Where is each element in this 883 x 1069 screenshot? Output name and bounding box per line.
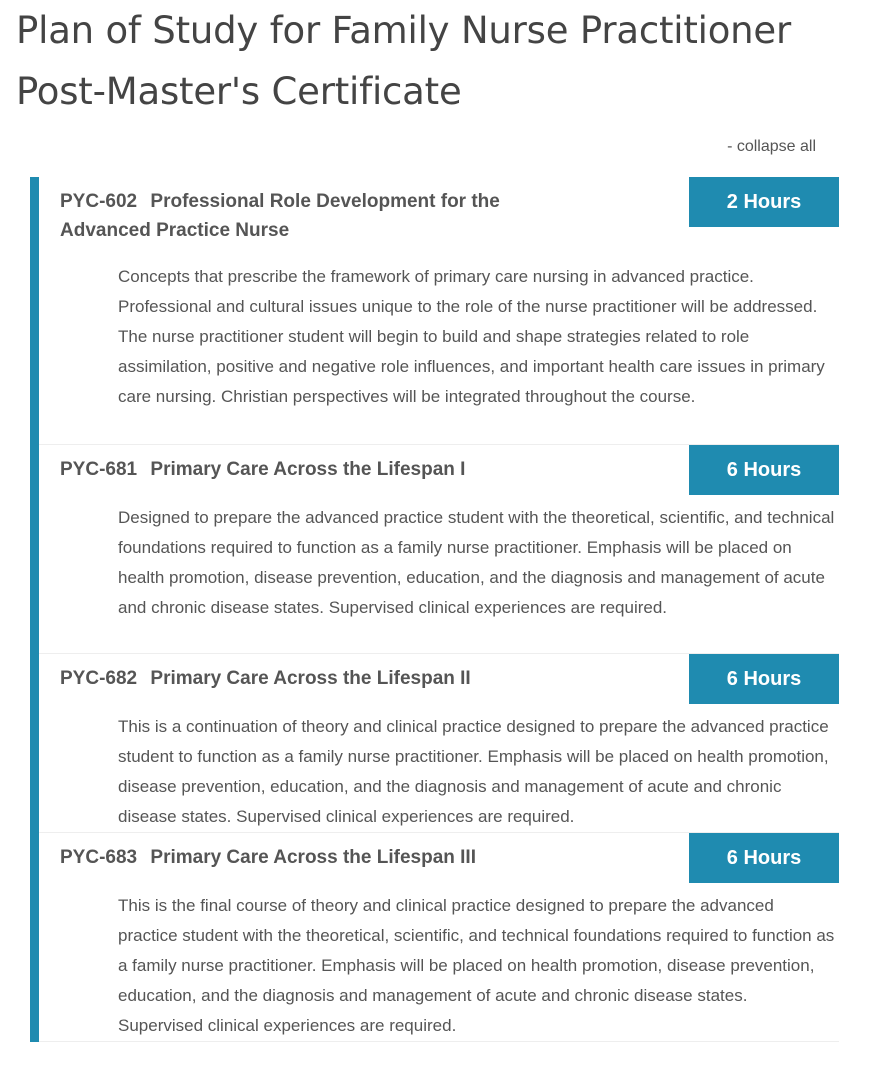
course-code: PYC-602: [60, 191, 138, 212]
course-item-pyc-602: [39, 177, 839, 445]
course-code: PYC-683: [60, 847, 138, 868]
course-title: [39, 654, 570, 693]
course-accordion: [30, 177, 839, 1042]
course-item-pyc-682: [39, 654, 839, 833]
course-name: Primary Care Across the Lifespan II: [150, 668, 471, 689]
course-code: PYC-682: [60, 668, 138, 689]
hours-badge: 6 Hours: [689, 654, 839, 704]
course-header-pyc-683[interactable]: [39, 833, 839, 872]
course-description: This is a continuation of theory and clinical practice designed to prepare the advanced practice student to function as a family nurse practitioner. Emphasis will be placed on health promotion, disease prevention, education, and the diagnosis and management of acute and chronic disease states. Supervised clinical experiences are required.: [118, 717, 829, 826]
hours-badge: 2 Hours: [689, 177, 839, 227]
course-name: Primary Care Across the Lifespan III: [150, 847, 476, 868]
collapse-all-link[interactable]: - collapse all: [727, 138, 816, 155]
course-name: Professional Role Development for the Advanced Practice Nurse: [60, 191, 500, 241]
course-description: Designed to prepare the advanced practice student with the theoretical, scientific, and technical foundations required to function as a family nurse practitioner. Emphasis will be placed on health promotion, disease prevention, education, and the diagnosis and management of acute and chronic disease states. Supervised clinical experiences are required.: [118, 508, 835, 617]
hours-badge: 6 Hours: [689, 833, 839, 883]
page-title: Plan of Study for Family Nurse Practitioner Post-Master's Certificate: [16, 9, 792, 113]
course-title: [39, 177, 570, 245]
course-name: Primary Care Across the Lifespan I: [150, 459, 466, 480]
course-header-pyc-681[interactable]: [39, 445, 839, 484]
course-title: [39, 445, 570, 484]
course-description: This is the final course of theory and clinical practice designed to prepare the advanced practice student with the theoretical, scientific, and technical foundations required to function as a family nurse practitioner. Emphasis will be placed on health promotion, disease prevention, education, and the diagnosis and management of acute and chronic disease states. Supervised clinical experiences are required.: [118, 896, 835, 1035]
course-header-pyc-602[interactable]: [39, 177, 839, 245]
course-header-pyc-682[interactable]: [39, 654, 839, 693]
course-description: Concepts that prescribe the framework of primary care nursing in advanced practice. Professional and cultural issues unique to the role of the nurse practitioner will be addressed. The nurse practitioner student will begin to build and shape strategies related to role assimilation, positive and negative role influences, and important health care issues in primary care nursing. Christian perspectives will be integrated throughout the course.: [118, 267, 825, 406]
course-title: [39, 833, 570, 872]
course-code: PYC-681: [60, 459, 138, 480]
hours-badge: 6 Hours: [689, 445, 839, 495]
course-item-pyc-681: [39, 445, 839, 654]
course-item-pyc-683: [39, 833, 839, 1042]
